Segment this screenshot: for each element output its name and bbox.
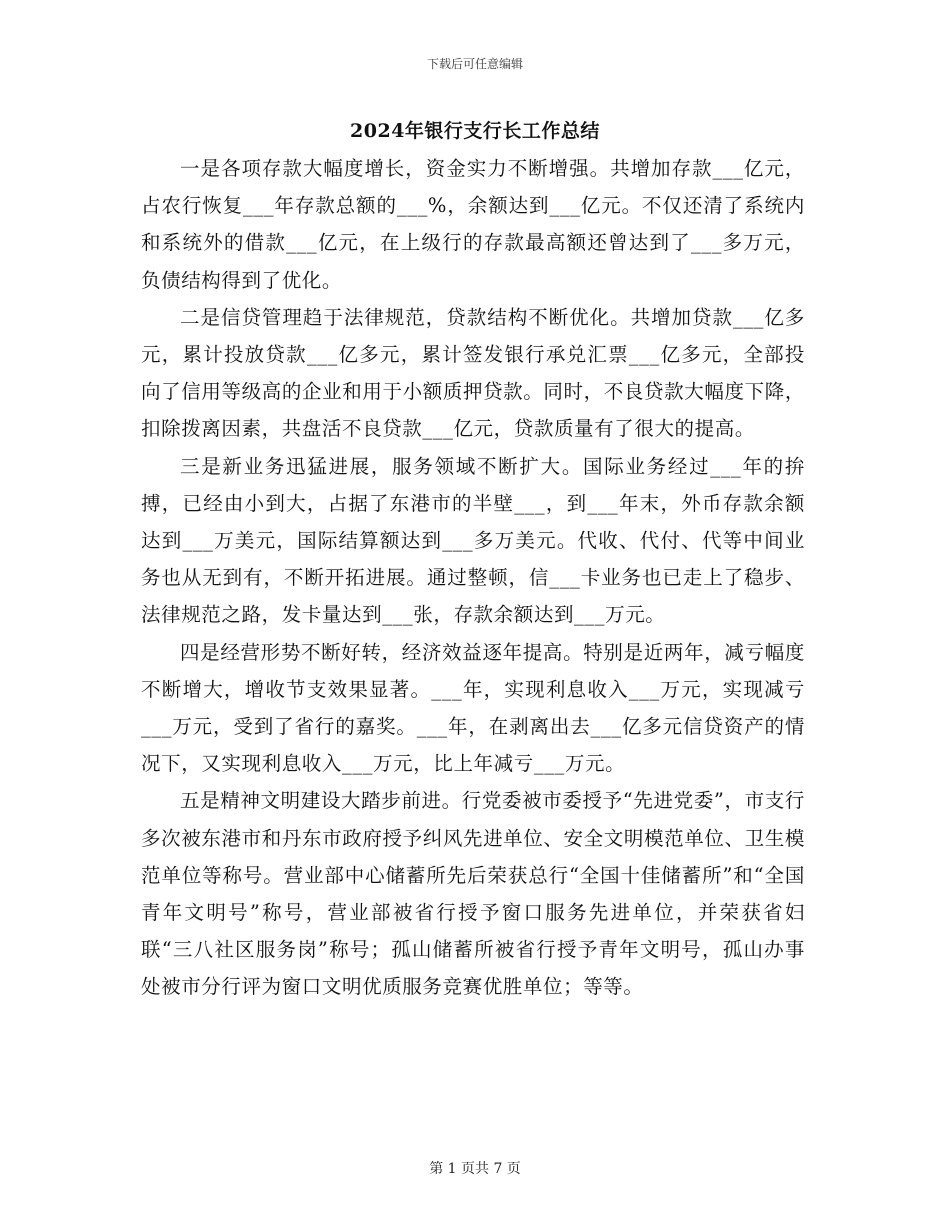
- paragraph-civilization: 五是精神文明建设大踏步前进。行党委被市委授予“先进党委”，市支行多次被东港市和丹东市政府授予纠风先进单位、安全文明模范单位、卫生模范单位等称号。营业部中心储蓄所先后荣获总行“全国十佳储蓄所”和“全国青年文明号”称号，营业部被省行授予窗口服务先进单位，并荣获省妇联“三八社区服务岗”称号；孤山储蓄所被省行授予青年文明号，孤山办事处被市分行评为窗口文明优质服务竞赛优胜单位；等等。: [141, 789, 805, 999]
- paragraph-new-business: 三是新业务迅猛进展，服务领域不断扩大。国际业务经过___年的拚搏，已经由小到大，占据了东港市的半壁___，到___年末，外币存款余额达到___万美元，国际结算额达到___多万美元。代收、代付、代等中间业务也从无到有，不断开拓进展。通过整顿，信___卡业务也已走上了稳步、法律规范之路，发卡量达到___张，存款余额达到___万元。: [141, 454, 805, 627]
- paragraph-operations: 四是经营形势不断好转，经济效益逐年提高。特别是近两年，减亏幅度不断增大，增收节支效果显著。___年，实现利息收入___万元，实现减亏___万元，受到了省行的嘉奖。___年，在剥离出去___亿多元信贷资产的情况下，又实现利息收入___万元，比上年减亏___万元。: [141, 640, 805, 776]
- page-number: 第 1 页共 7 页: [429, 1161, 521, 1177]
- document-body: [141, 150, 805, 1006]
- page-header-note: 下载后可任意编辑: [426, 57, 523, 71]
- document-title: 2024年银行支行长工作总结: [350, 120, 600, 142]
- paragraph-deposits: 一是各项存款大幅度增长，资金实力不断增强。共增加存款___亿元，占农行恢复___年存款总额的___%，余额达到___亿元。不仅还清了系统内和系统外的借款___亿元，在上级行的存款最高额还曾达到了___多万元，负债结构得到了优化。: [141, 157, 805, 292]
- paragraph-credit-management: 二是信贷管理趋于法律规范，贷款结构不断优化。共增加贷款___亿多元，累计投放贷款___亿多元，累计签发银行承兑汇票___亿多元，全部投向了信用等级高的企业和用于小额质押贷款。同时，不良贷款大幅度下降，扣除拨离因素，共盘活不良贷款___亿元，贷款质量有了很大的提高。: [141, 305, 805, 441]
